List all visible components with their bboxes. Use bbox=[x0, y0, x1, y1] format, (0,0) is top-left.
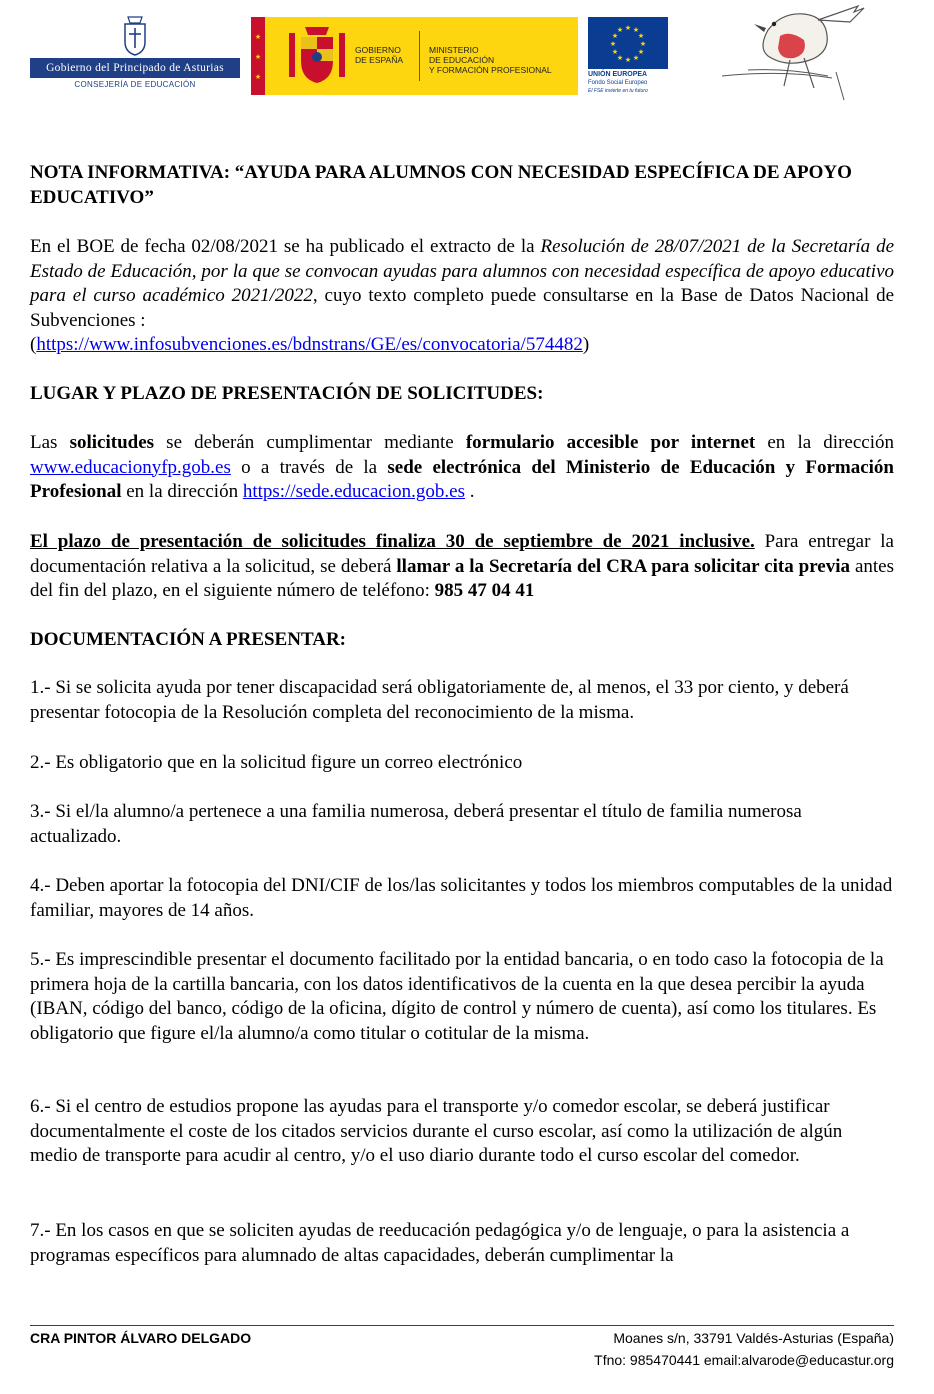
plazo-deadline: El plazo de presentación de solicitudes finaliza 30 de septiembre de 2021 inclusive. bbox=[30, 531, 755, 552]
lugar-heading: LUGAR Y PLAZO DE PRESENTACIÓN DE SOLICITUDES: bbox=[30, 383, 544, 404]
svg-text:★: ★ bbox=[632, 54, 640, 62]
school-address: Moanes s/n, 33791 Valdés-Asturias (España) bbox=[613, 1330, 894, 1346]
svg-text:★: ★ bbox=[609, 40, 617, 48]
union-europea-logo bbox=[588, 17, 678, 99]
list-item: 5.- Es imprescindible presentar el documento facilitado por la entidad bancaria, o en todo caso la fotocopia de la primera hoja de la cartilla bancaria, con los datos identificativos de la cuenta en la que desea percibir la ayuda (IBAN, código del banco, código de la oficina, dígito de control y número de cuenta), así como los titulares. Es obligatorio que figure el/la alumno/a como titular o cotitular de la misma. bbox=[30, 949, 884, 1044]
page-title: NOTA INFORMATIVA: “AYUDA PARA ALUMNOS CON NECESIDAD ESPECÍFICA DE APOYO EDUCATIVO” bbox=[30, 162, 852, 208]
svg-text:★: ★ bbox=[616, 26, 624, 34]
svg-text:★: ★ bbox=[637, 32, 645, 40]
asturias-subtitle: CONSEJERÍA DE EDUCACIÓN bbox=[74, 80, 196, 89]
eu-title: UNIÓN EUROPEA bbox=[588, 71, 648, 78]
list-item: 4.- Deben aportar la fotocopia del DNI/CIF de los/las solicitantes y todos los miembros computables de la unidad familiar, mayores de 14 años. bbox=[30, 875, 893, 921]
asturias-crest-icon bbox=[122, 14, 148, 56]
gobierno-label: GOBIERNO DE ESPAÑA bbox=[355, 45, 404, 65]
intro-paragraph: En el BOE de fecha 02/08/2021 se ha publicado el extracto de la Resolución de 28/07/2021 de la Secretaría de Estado de Educación, por la que se convocan ayudas para alumnos con necesidad específica de apoyo educativo para el curso académico 2021/2022, cuyo texto completo puede consultarse en la Base de Datos Nacional de Subvenciones : (https://www.infosubvenciones.es/bdnstrans/GE/es/convocatoria/574482) bbox=[30, 236, 895, 355]
educacionyfp-link[interactable]: www.educacionyfp.gob.es bbox=[30, 456, 231, 478]
svg-text:★: ★ bbox=[616, 54, 624, 62]
svg-text:★: ★ bbox=[624, 56, 632, 64]
list-item: 3.- Si el/la alumno/a pertenece a una familia numerosa, deberá presentar el título de familia numerosa actualizado. bbox=[30, 801, 802, 847]
ministerio-label: MINISTERIO DE EDUCACIÓN Y FORMACIÓN PROFESIONAL bbox=[429, 45, 552, 75]
list-item: 7.- En los casos en que se soliciten ayudas de reeducación pedagógica y/o de lenguaje, o para la asistencia a programas específicos para alumnado de altas capacidades, deberán cumplimentar la bbox=[30, 1220, 850, 1266]
svg-text:★: ★ bbox=[611, 48, 619, 56]
school-contact: Tfno: 985470441 email:alvarode@educastur.org bbox=[594, 1352, 894, 1368]
logo-divider bbox=[419, 31, 420, 81]
eu-flag-icon bbox=[588, 17, 668, 69]
footer-divider bbox=[30, 1325, 894, 1326]
phone-number: 985 47 04 41 bbox=[434, 580, 535, 601]
stars-icon: ★ ★ ★ bbox=[254, 33, 262, 81]
plazo-paragraph: El plazo de presentación de solicitudes finaliza 30 de septiembre de 2021 inclusive. Para entregar la documentación relativa a la solicitud, se deberá llamar a la Secretaría del CRA para solicitar cita previa antes del fin del plazo, en el siguiente número de teléfono: 985 47 04 41 bbox=[30, 531, 894, 601]
spain-coat-of-arms-icon bbox=[287, 23, 347, 89]
lugar-paragraph: Las solicitudes se deberán cumplimentar mediante formulario accesible por internet en la dirección www.educacionyfp.gob.es o a través de la sede electrónica del Ministerio de Educación y Formación Profesional en la dirección https://sede.educacion.gob.es . bbox=[30, 432, 895, 502]
list-item: 2.- Es obligatorio que en la solicitud figure un correo electrónico bbox=[30, 752, 523, 773]
asturias-logo bbox=[30, 14, 240, 96]
school-name: CRA PINTOR ÁLVARO DELGADO bbox=[30, 1330, 252, 1346]
svg-text:★: ★ bbox=[639, 40, 647, 48]
list-item: 6.- Si el centro de estudios propone las ayudas para el transporte y/o comedor escolar, se deberá justificar documentalmente el coste de los citados servicios durante el curso escolar, así como la utilización de algún medio de transporte para acudir al centro, y/o el uso diario durante todo el curso escolar del comedor. bbox=[30, 1096, 843, 1166]
asturias-title: Gobierno del Principado de Asturias bbox=[30, 58, 240, 78]
convocatoria-link[interactable]: https://www.infosubvenciones.es/bdnstrans/GE/es/convocatoria/574482 bbox=[36, 334, 583, 355]
gobierno-espana-logo bbox=[251, 17, 578, 95]
eu-slogan: El FSE invierte en tu futuro bbox=[588, 88, 648, 94]
svg-text:★: ★ bbox=[611, 32, 619, 40]
eu-fund: Fondo Social Europeo bbox=[588, 80, 648, 86]
sede-educacion-link[interactable]: https://sede.educacion.gob.es bbox=[242, 481, 465, 502]
svg-text:★: ★ bbox=[624, 24, 632, 32]
robin-bird-icon bbox=[718, 2, 868, 106]
svg-text:★: ★ bbox=[637, 48, 645, 56]
list-item: 1.- Si se solicita ayuda por tener discapacidad será obligatoriamente de, al menos, el 33 por ciento, y deberá presentar fotocopia de la Resolución completa del reconocimiento de la misma. bbox=[30, 677, 849, 723]
documentacion-heading: DOCUMENTACIÓN A PRESENTAR: bbox=[30, 629, 346, 650]
svg-text:★: ★ bbox=[632, 26, 640, 34]
